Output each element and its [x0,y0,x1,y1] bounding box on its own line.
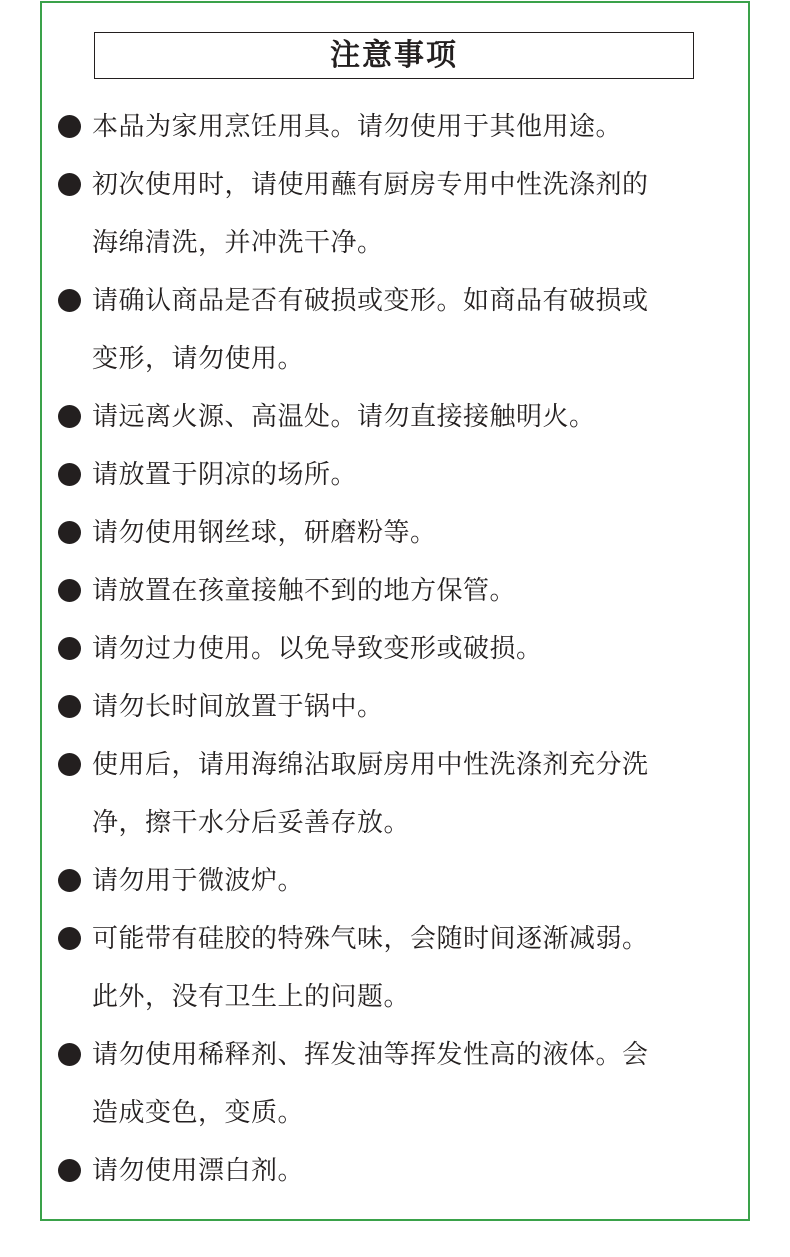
list-item [58,678,718,736]
list-item [58,504,718,562]
bullet-icon [58,463,81,486]
bullet-icon [58,869,81,892]
list-item [58,1026,718,1142]
title-box [94,32,694,79]
bullet-icon [58,637,81,660]
bullet-icon [58,521,81,544]
bullet-icon [58,115,81,138]
bullet-icon [58,1043,81,1066]
list-item-text: 请勿用于微波炉。 [92,866,305,896]
bullet-icon [58,579,81,602]
list-item-text: 请确认商品是否有破损或变形。如商品有破损或 [92,286,649,316]
list-item-text: 变形，请勿使用。 [92,344,305,374]
list-item-text: 本品为家用烹饪用具。请勿使用于其他用途。 [92,112,623,142]
bullet-icon [58,289,81,312]
page-title: 注意事项 [330,37,458,73]
list-item-text: 请勿使用钢丝球，研磨粉等。 [92,518,437,548]
list-item [58,910,718,1026]
bullet-icon [58,753,81,776]
list-item [58,446,718,504]
bullet-icon [58,173,81,196]
bullet-icon [58,1159,81,1182]
list-item-text: 请勿使用漂白剂。 [92,1156,305,1186]
list-item-text: 净，擦干水分后妥善存放。 [92,808,411,838]
list-item-text: 请勿使用稀释剂、挥发油等挥发性高的液体。会 [92,1040,649,1070]
list-item [58,620,718,678]
list-item [58,1142,718,1200]
list-item [58,852,718,910]
list-item [58,272,718,388]
list-item-text: 此外，没有卫生上的问题。 [92,982,411,1012]
list-item [58,156,718,272]
list-item [58,736,718,852]
list-item [58,388,718,446]
list-item [58,562,718,620]
bullet-icon [58,405,81,428]
notice-list [58,98,718,1200]
list-item-text: 请勿长时间放置于锅中。 [92,692,384,722]
bullet-icon [58,927,81,950]
list-item-text: 请勿过力使用。以免导致变形或破损。 [92,634,543,664]
list-item-text: 海绵清洗，并冲洗干净。 [92,228,384,258]
list-item-text: 请远离火源、高温处。请勿直接接触明火。 [92,402,596,432]
list-item [58,98,718,156]
list-item-text: 造成变色，变质。 [92,1098,305,1128]
list-item-text: 请放置在孩童接触不到的地方保管。 [92,576,517,606]
list-item-text: 初次使用时，请使用蘸有厨房专用中性洗涤剂的 [92,170,649,200]
list-item-text: 使用后，请用海绵沾取厨房用中性洗涤剂充分洗 [92,750,649,780]
bullet-icon [58,695,81,718]
list-item-text: 可能带有硅胶的特殊气味，会随时间逐渐减弱。 [92,924,649,954]
list-item-text: 请放置于阴凉的场所。 [92,460,358,490]
